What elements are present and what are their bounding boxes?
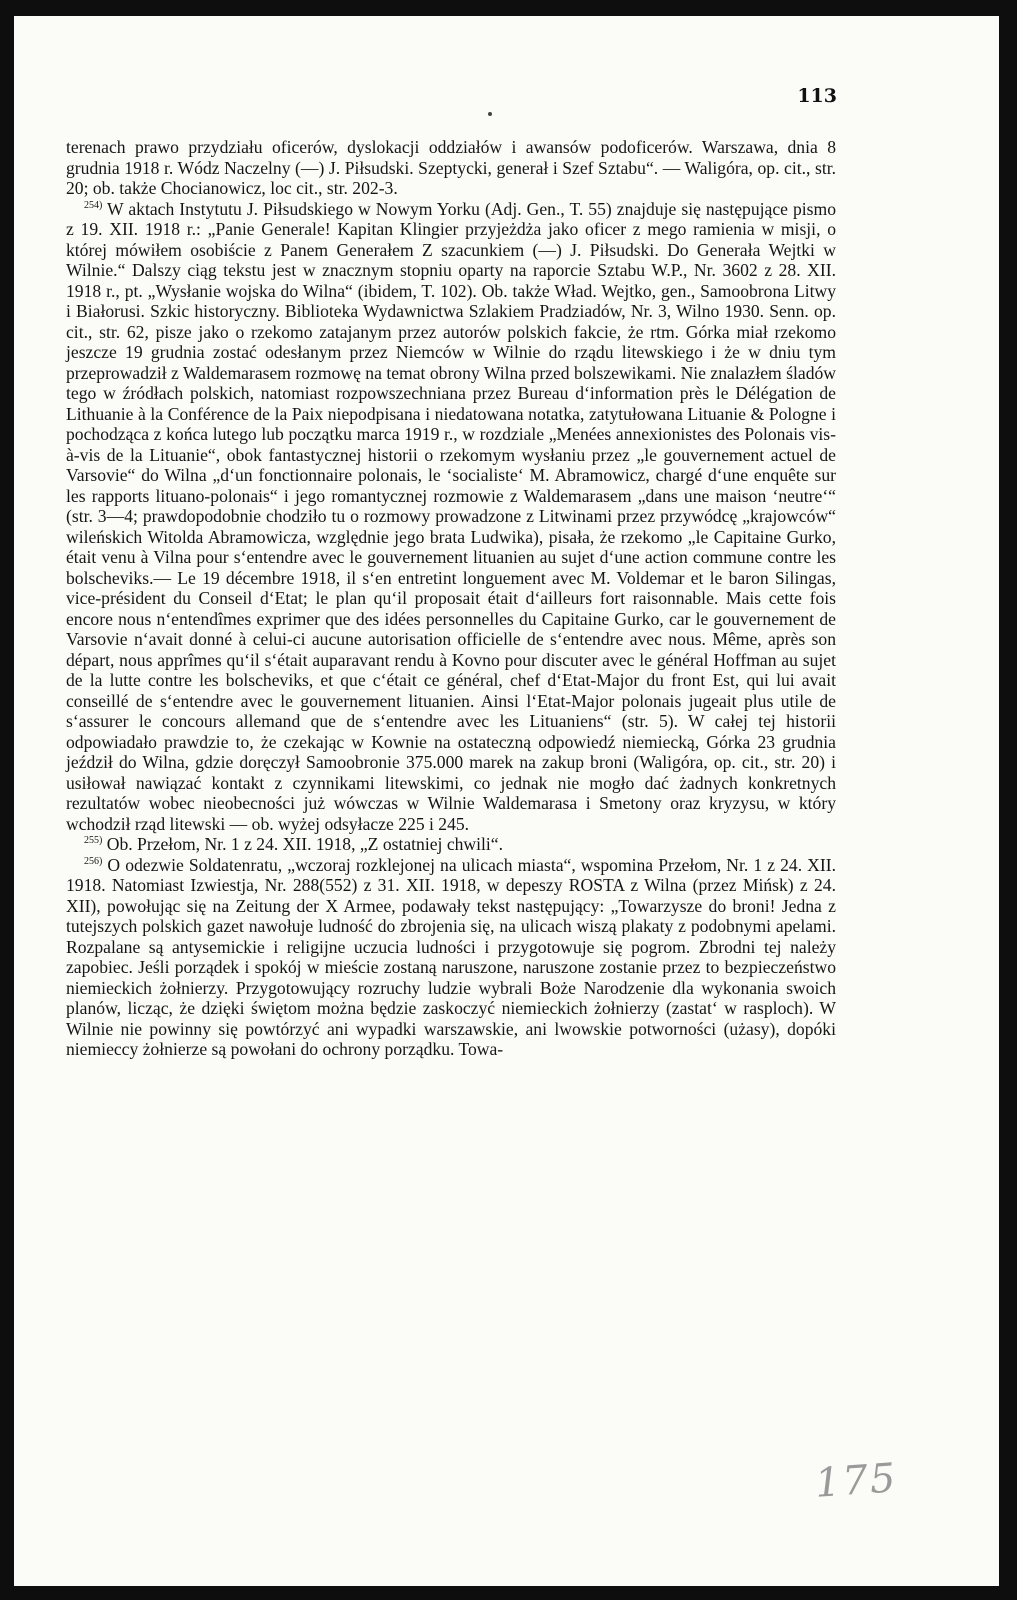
footnote-text: W aktach Instytutu J. Piłsudskiego w Nowym Yorku (Adj. Gen., T. 55) znajduje się następujące pismo z 19. XII. 1918 r.: „Panie Generale! Kapitan Klingier przyjeżdża jako oficer z mego ramienia w misji, o której mówiłem osobiście z Panem Generałem Z szacunkiem (—) J. Piłsudski. Do Generała Wejtki w Wilnie.“ Dalszy ciąg tekstu jest w znacznym stopniu oparty na raporcie Sztabu W.P., Nr. 3602 z 28. XII. 1918 r., pt. „Wysłanie wojska do Wilna“ (ibidem, T. 102). Ob. także Wład. Wejtko, gen., Samoobrona Litwy i Białorusi. Szkic historyczny. Biblioteka Wydawnictwa Szlakiem Pradziadów, Nr. 3, Wilno 1930. Senn. op. cit., str. 62, pisze jako o rzekomo zatajanym przez autorów polskich fakcie, że rtm. Górka miał rzekomo jeszcze 19 grudnia zostać odesłanym przez Niemców w Wilnie do rządu litewskiego i że w dniu tym przeprowadził z Waldemarasem rozmowę na temat obrony Wilna przed bolszewikami. Nie znalazłem śladów tego w źródłach polskich, natomiast rozpowszechniana przez Bureau d‘information près le Délégation de Lithuanie à la Conférence de la Paix niepodpisana i niedatowana notatka, zatytułowana Lituanie & Pologne i pochodząca z końca lutego lub początku marca 1919 r., w rozdziale „Menées annexionistes des Polonais vis-à-vis de la Lituanie“, obok fantastycznej historii o rzekomym wysłaniu przez „le gouvernement actuel de Varsovie“ do Wilna „d‘un fonctionnaire polonais, le ‘socialiste‘ M. Abramowicz, chargé d‘une enquête sur les rapports lituano-polonais“ i jego romantycznej rozmowie z Waldemarasem „dans une maison ‘neutre‘“ (str. 3—4; prawdopodobnie chodziło tu o rozmowy prowadzone z Litwinami przez przywódcę „krajowców“ wileńskich Witolda Abramowicza, względnie jego brata Ludwika), pisała, że rzekomo „le Capitaine Gurko, était venu à Vilna pour s‘entendre avec le gouvernement lituanien au sujet d‘une action commune contre les bolscheviks.— Le 19 décembre 1918, il s‘en entretint longuement avec M. Voldemar et le baron Silingas, vice-président du Conseil d‘Etat; le plan qu‘il proposait était d‘ailleurs fort raisonnable. Mais cette fois encore nous n‘entendîmes exprimer que des idées personnelles du Capitaine Gurko, car le gouvernement de Varsovie n‘avait donné à celui-ci aucune autorisation officielle de s‘entendre avec nous. Même, après son départ, nous apprîmes qu‘il s‘était auparavant rendu à Kovno pour discuter avec le général Hoffman au sujet de la lutte contre les bolscheviks, et que c‘était ce général, chef d‘Etat-Major du front Est, qui lui avait conseillé de s‘entendre avec le gouvernement lituanien. Ainsi l‘Etat-Major polonais jugeait plus utile de s‘assurer le concours allemand que de s‘entendre avec les Lituaniens“ (str. 5). W całej tej historii odpowiadało prawdzie to, że czekając w Kownie na ostateczną odpowiedź niemiecką, Górka 23 grudnia jeździł do Wilna, gdzie doręczył Samoobronie 375.000 marek na zakup broni (Waligóra, op. cit., str. 20) i usiłował nawiązać kontakt z czynnikami litewskimi, co jednak nie mogło dać żadnych konkretnych rezultatów wobec nieobecności już wówczas w Wilnie Waldemarasa i Smetony oraz kryzysu, w który wchodził rząd litewski — ob. wyżej odsyłacze 225 i 245. [66, 198, 836, 834]
ink-speck [488, 112, 492, 116]
handwritten-page-note: 175 [813, 1455, 899, 1507]
footnote-marker: 256) [84, 855, 103, 867]
footnote-marker: 254) [84, 199, 103, 211]
footnote-continuation: terenach prawo przydziału oficerów, dyslokacji oddziałów i awansów podoficerów. Warszawa, dnia 8 grudnia 1918 r. Wódz Naczelny (—) J. Piłsudski. Szeptycki, generał i Szef Sztabu“. — Waligóra, op. cit., str. 20; ob. także Chocianowicz, loc cit., str. 202-3. [66, 137, 836, 198]
footnote-text: Ob. Przełom, Nr. 1 z 24. XII. 1918, „Z ostatniej chwili“. [106, 834, 504, 854]
footnotes-text [66, 137, 836, 1060]
footnote-254 [66, 199, 836, 835]
footnote-marker: 255) [84, 835, 103, 847]
page-number: 113 [797, 85, 837, 107]
footnote-text: O odezwie Soldatenratu, „wczoraj rozklejonej na ulicach miasta“, wspomina Przełom, Nr. 1 z 24. XII. 1918. Natomiast Izwiestja, Nr. 288(552) z 31. XII. 1918, w depeszy ROSTA z Wilna (przez Mińsk) z 24. XII), powołując się na Zeitung der X Armee, podawały tekst następujący: „Towarzysze do broni! Jedna z tutejszych polskich gazet nawołuje ludność do zbrojenia się, na ulicach wiszą plakaty z podobnymi apelami. Rozpalane są antysemickie i religijne uczucia ludności i przygotowuje się pogrom. Zbrodni tej należy zapobiec. Jeśli porządek i spokój w mieście zostaną naruszone, naruszone zostanie przez to bezpieczeństwo niemieckich żołnierzy. Przygotowujący rozruchy ludzie wybrali Boże Narodzenie dla wykonania swoich planów, licząc, że dzięki świętom można będzie zaskoczyć niemieckich żołnierzy (zastat‘ w rasploch). W Wilnie nie powinny się powtórzyć ani wypadki warszawskie, ani lwowskie potworności (użasy), dopóki niemieccy żołnierze są powołani do ochrony porządku. Towa- [66, 854, 836, 1059]
footnote-256 [66, 855, 836, 1060]
footnote-255 [66, 834, 836, 855]
